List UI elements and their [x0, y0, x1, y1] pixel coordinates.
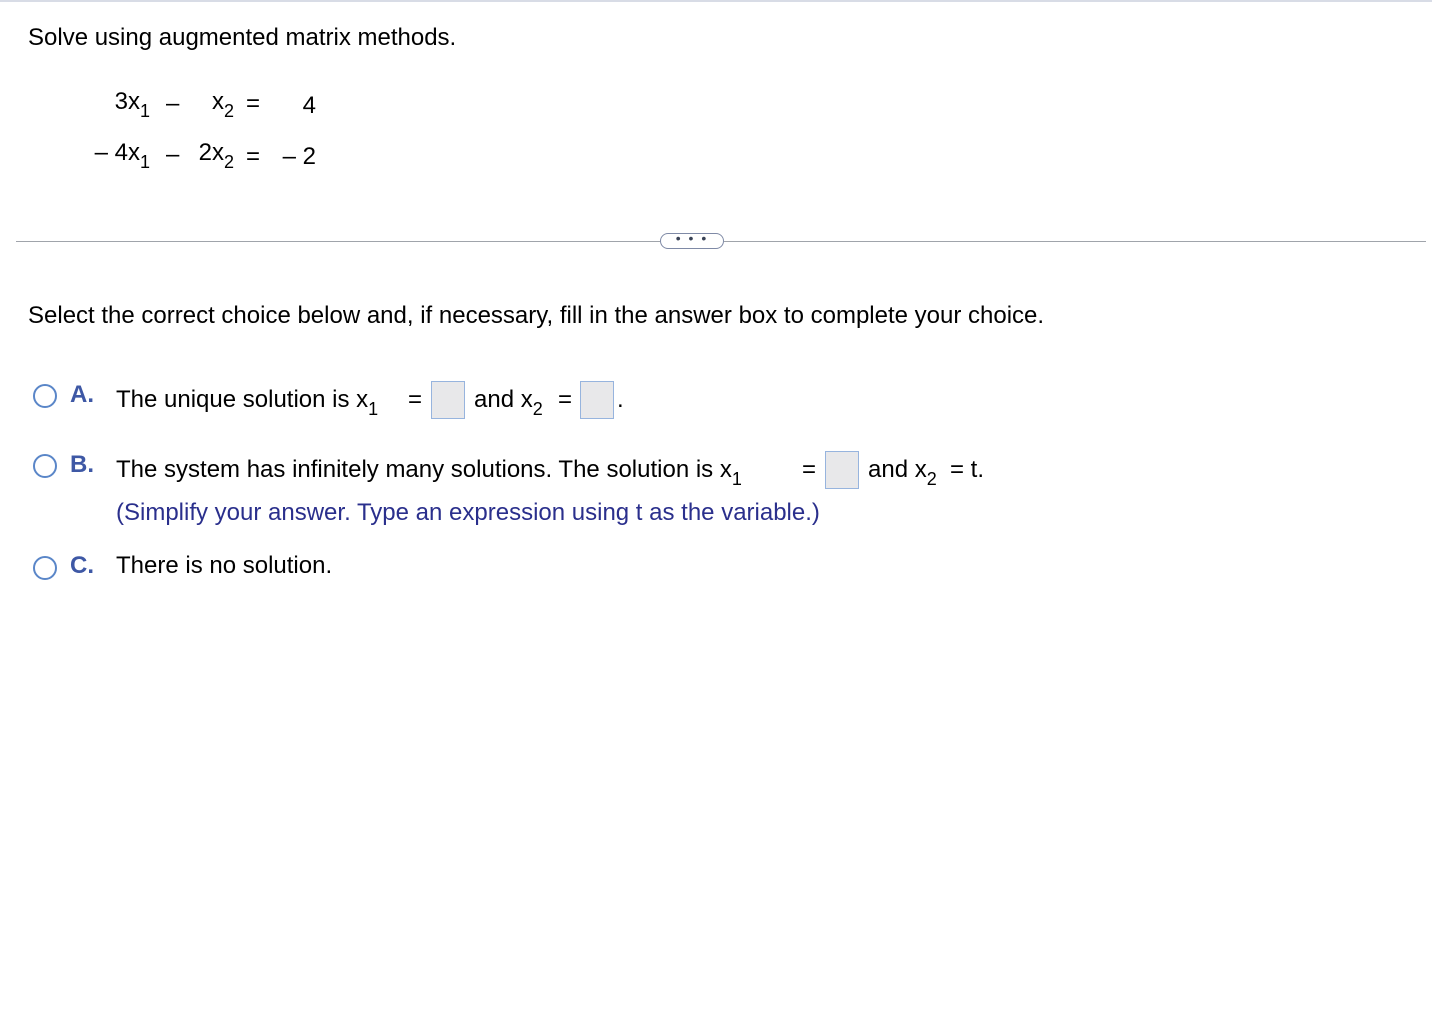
- choice-b-hint: (Simplify your answer. Type an expression using t as the variable.): [116, 499, 820, 526]
- expand-more-button[interactable]: • • •: [660, 233, 724, 249]
- x2-answer-box[interactable]: [580, 381, 614, 419]
- choice-a-equals-2: =: [558, 386, 573, 413]
- instruction-text: Solve using augmented matrix methods.: [28, 24, 457, 51]
- choice-b-and-x2: and $x_2$: [868, 456, 937, 489]
- eq1-rhs: 4: [302, 92, 316, 119]
- eq1-equals: =: [246, 90, 261, 117]
- choice-a-radio[interactable]: [33, 384, 57, 408]
- eq2-equals: =: [246, 143, 261, 170]
- choice-b-text: The system has infinitely many solutions. The solution is $x_1$: [116, 456, 742, 489]
- choice-a-text: The unique solution is $x_1$: [116, 386, 379, 419]
- choice-c-text: There is no solution.: [116, 552, 333, 579]
- choice-a-equals-1: =: [408, 386, 423, 413]
- x1-expression-box[interactable]: [825, 451, 859, 489]
- eq2-operator: –: [166, 141, 180, 168]
- eq1-operator: –: [166, 90, 180, 117]
- divider-right: [724, 241, 1426, 242]
- eq2-rhs: – 2: [282, 143, 316, 170]
- eq1-term2: $x_2$: [211, 88, 234, 121]
- choice-b-equals-t: = t.: [950, 456, 985, 483]
- eq1-term1: $3x_1$: [114, 88, 150, 121]
- choice-c-letter: C.: [70, 552, 94, 579]
- eq2-term1: – $4x_1$: [94, 139, 150, 172]
- choice-a-and-x2: and $x_2$: [474, 386, 543, 419]
- x1-answer-box[interactable]: [431, 381, 465, 419]
- choice-b-letter: B.: [70, 451, 94, 478]
- divider-left: [16, 241, 660, 242]
- choice-a-letter: A.: [70, 381, 94, 408]
- prompt-text: Select the correct choice below and, if necessary, fill in the answer box to complete your choice.: [28, 302, 1045, 329]
- choice-c-radio[interactable]: [33, 556, 57, 580]
- eq2-term2: $2x_2$: [198, 139, 234, 172]
- choice-b-radio[interactable]: [33, 454, 57, 478]
- choice-b-equals: =: [802, 456, 817, 483]
- top-border: [0, 0, 1432, 2]
- choice-a-period: .: [617, 386, 624, 413]
